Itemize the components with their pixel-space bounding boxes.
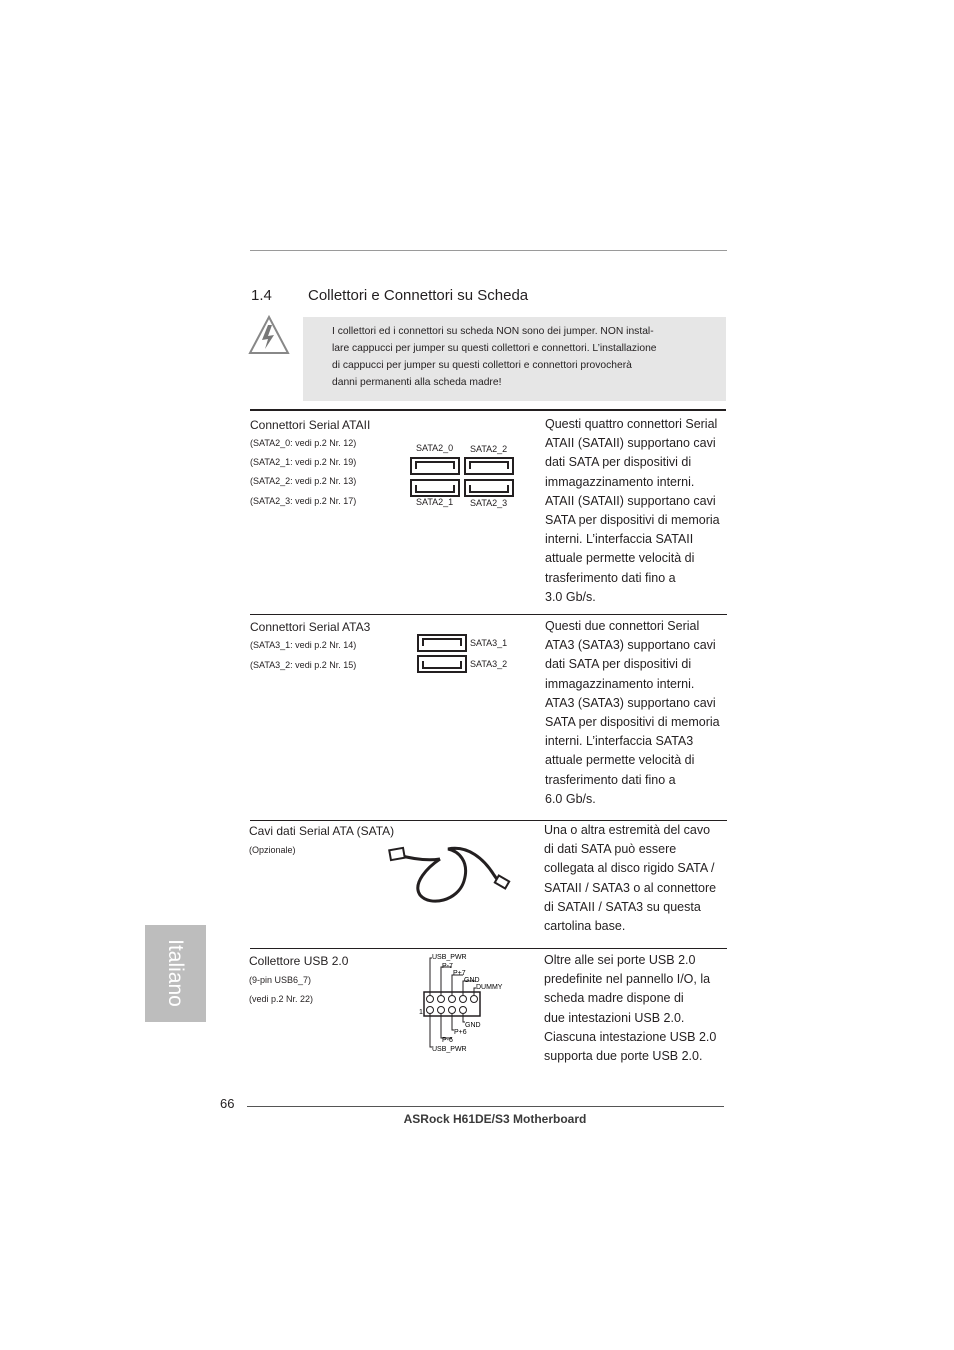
pin-one-marker: 1 bbox=[419, 1009, 423, 1016]
page-number: 66 bbox=[220, 1096, 235, 1111]
pin-label: P+6 bbox=[454, 1029, 467, 1036]
warning-triangle-icon bbox=[247, 314, 291, 356]
sata2-ref: (SATA2_1: vedi p.2 Nr. 19) bbox=[250, 457, 357, 467]
warning-line: danni permanenti alla scheda madre! bbox=[332, 377, 502, 388]
sata-cable-illustration bbox=[388, 845, 513, 907]
sata3-ref: (SATA3_2: vedi p.2 Nr. 15) bbox=[250, 660, 357, 670]
sata-connector-icon bbox=[418, 635, 466, 651]
top-rule bbox=[250, 250, 727, 251]
sata2-ref: (SATA2_0: vedi p.2 Nr. 12) bbox=[250, 438, 357, 448]
sata3-title: Connettori Serial ATA3 bbox=[250, 620, 371, 634]
usb-description: Oltre alle sei porte USB 2.0 predefinite nel pannello I/O, la scheda madre dispone di due intestazioni USB 2.0. Ciascuna intestazione USB 2.0 supporta due porte USB 2.0. bbox=[544, 953, 717, 1064]
pin-label: P-7 bbox=[442, 963, 453, 970]
pin-label: DUMMY bbox=[476, 984, 503, 991]
warning-text bbox=[332, 323, 682, 391]
sata2-ref: (SATA2_2: vedi p.2 Nr. 13) bbox=[250, 476, 357, 486]
sata2-description: Questi quattro connettori Serial ATAII (SATAII) supportano cavi dati SATA per dispositivi di immagazzinamento interni. ATAII (SATAII) supportano cavi SATA per dispositivi di memoria interni. L’interfaccia SATAII attuale permette velocità di trasferimento dati fino a 3.0 Gb/s. bbox=[545, 417, 720, 604]
pin-label: P-6 bbox=[442, 1037, 453, 1044]
pin-label: GND bbox=[464, 977, 480, 984]
sata3-ref: (SATA3_1: vedi p.2 Nr. 14) bbox=[250, 640, 357, 650]
section-number: 1.4 bbox=[251, 287, 272, 304]
row-divider bbox=[250, 409, 726, 411]
row-divider bbox=[250, 948, 727, 949]
sata3-label: SATA3_2 bbox=[470, 659, 508, 669]
sata-connector-icon bbox=[465, 458, 513, 474]
sata2-ref: (SATA2_3: vedi p.2 Nr. 17) bbox=[250, 496, 357, 506]
section-title: Collettori e Connettori su Scheda bbox=[308, 287, 529, 304]
sata3-description: Questi due connettori Serial ATA3 (SATA3) supportano cavi dati SATA per dispositivi di immagazzinamento interni. ATA3 (SATA3) supportano cavi SATA per dispositivi di memoria interni. L’interfaccia SATA3 attuale permette velocità di trasferimento dati fino a 6.0 Gb/s. bbox=[545, 619, 720, 806]
footer-rule bbox=[247, 1106, 724, 1107]
sata2-label: SATA2_0 bbox=[416, 443, 454, 453]
pin-label: USB_PWR bbox=[432, 954, 467, 961]
cable-title: Cavi dati Serial ATA (SATA) bbox=[249, 824, 395, 838]
sata-connector-icon bbox=[465, 480, 513, 496]
sata3-label: SATA3_1 bbox=[470, 638, 508, 648]
usb-title: Collettore USB 2.0 bbox=[249, 954, 349, 968]
usb-header-pinout-diagram bbox=[418, 950, 518, 1056]
sata2-label: SATA2_2 bbox=[470, 444, 508, 454]
sata-connector-icon bbox=[411, 458, 459, 474]
pin-label: GND bbox=[465, 1022, 481, 1029]
warning-line: di cappucci per jumper su questi collettori e connettori provocherà bbox=[332, 360, 632, 371]
usb-ref: (9-pin USB6_7) bbox=[249, 975, 312, 985]
row-divider bbox=[250, 614, 727, 615]
sata-connector-icon bbox=[411, 480, 459, 496]
pin-label: USB_PWR bbox=[432, 1046, 467, 1053]
language-tab-label: Italiano bbox=[164, 939, 187, 1007]
footer-title: ASRock H61DE/S3 Motherboard bbox=[403, 1112, 587, 1126]
sata3-connectors-diagram bbox=[417, 634, 469, 674]
warning-line: lare cappucci per jumper su questi collettori e connettori. L’installazione bbox=[332, 343, 657, 354]
sata2-title: Connettori Serial ATAII bbox=[250, 418, 371, 432]
sata-connector-icon bbox=[418, 656, 466, 672]
warning-line: I collettori ed i connettori su scheda NON sono dei jumper. NON instal- bbox=[332, 326, 654, 337]
sata2-label: SATA2_1 bbox=[416, 497, 454, 507]
sata2-label: SATA2_3 bbox=[470, 498, 508, 508]
sata2-connectors-diagram bbox=[410, 457, 516, 499]
usb-ref: (vedi p.2 Nr. 22) bbox=[249, 994, 314, 1004]
pin-label: P+7 bbox=[453, 970, 466, 977]
cable-note: (Opzionale) bbox=[249, 845, 296, 855]
cable-description: Una o altra estremità del cavo di dati SATA può essere collegata al disco rigido SATA / SATAII / SATA3 o al connettore di SATAII / SATA3 su questa cartolina base. bbox=[544, 823, 717, 934]
